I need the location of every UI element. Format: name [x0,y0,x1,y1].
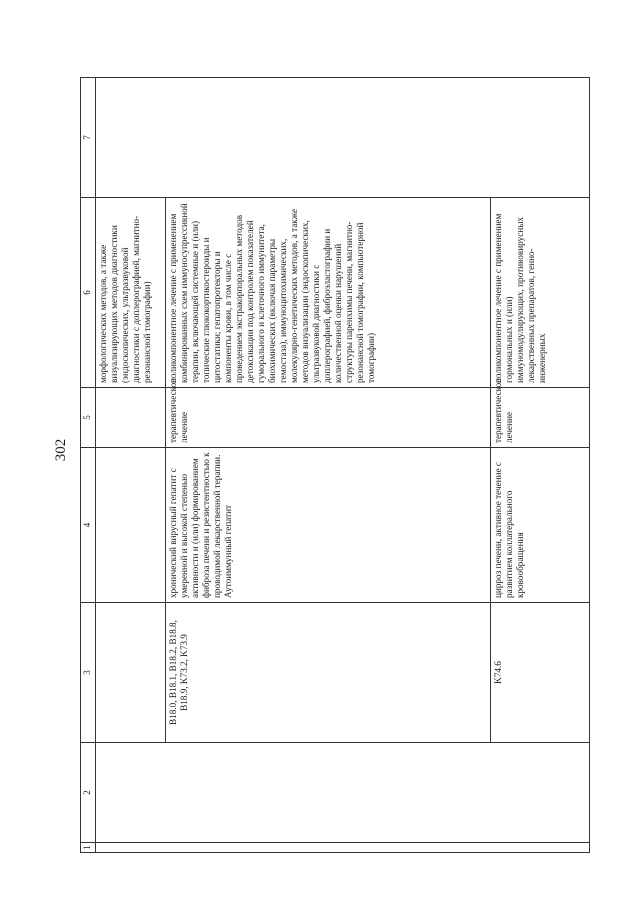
diagnosis-cell-cirrhosis: цирроз печени, активное течение с развитием коллатерального кровообращения [491,448,590,603]
treatment-table [80,77,590,853]
header-row [81,78,96,853]
col-header-1: 1 [81,843,96,853]
diagnosis-cell-hepatitis: хронический вирусный гепатит с умеренной и высокой степенью активности и (или) формированием фиброза печени и резистентностью к проводимой лекарственной терапии. Аутоиммунный гепатит [166,448,491,603]
treatment-cell-continued: морфологических методов, а также визуализирующих методов диагностики (эндоскопических, ультразвуковой диагностики с доплерографией, магнитно-резонансной томографии) [96,198,166,388]
col-header-3: 3 [81,603,96,743]
col-header-4: 4 [81,448,96,603]
treatment-cell-cirrhosis: поликомпонентное лечение с применением гормональных и (или) иммуномодулирующих, противовирусных лекарственных препаратов, генно-инженерных [491,198,590,388]
col-header-5: 5 [81,388,96,448]
col-header-6: 6 [81,198,96,388]
treatment-cell-hepatitis: поликомпонентное лечение с применением комбинированных схем иммуносупрессивной терапии, включающей системные и (или) топические глюкокортикостероиды и цитостатики; гепатопротекторы и компоненты крови, в том числе с проведением экстракорпоральных методов детоксикации под контролем показателей гуморального и клеточного иммунитета, биохимических (включая параметры гемостаза), иммуноцитохимических, молекулярно-генетических методов, а также методов визуализации (эндоскопических, ультразвуковой диагностики с доплерографией, фиброэластографии и количественной оценки нарушений структуры паренхимы печени, магнитно-резонансной томографии, компьютерной томографии) [166,198,491,388]
col-header-2: 2 [81,743,96,843]
table-row-continued [96,78,166,853]
type-cell-hepatitis: терапевтическое лечение [166,388,491,448]
col-header-7: 7 [81,78,96,198]
rotated-table-container [80,78,590,853]
codes-cell-cirrhosis: K74.6 [491,603,590,743]
type-cell-cirrhosis: терапевтическое лечение [491,388,590,448]
codes-cell-hepatitis: B18.0, B18.1, B18.2, B18.8, B18.9, K73.2, K73.9 [166,603,491,743]
page-number: 302 [53,438,69,462]
